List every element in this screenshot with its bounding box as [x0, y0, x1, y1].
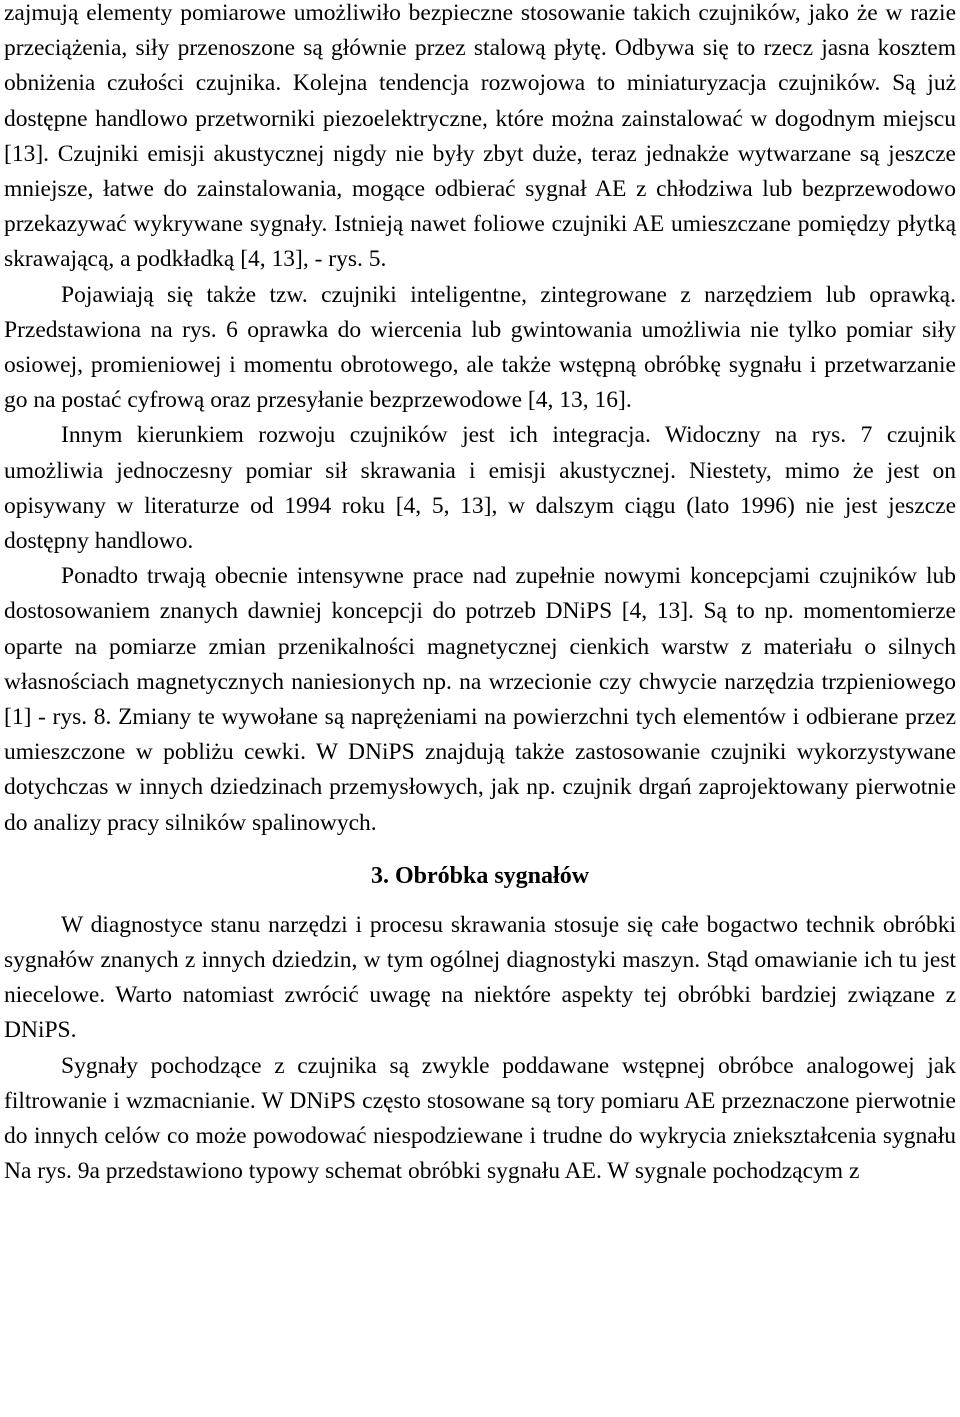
section-heading: 3. Obróbka sygnałów — [370, 862, 590, 889]
paragraph-sensor-miniaturization: zajmują elementy pomiarowe umożliwiło bezpieczne stosowanie takich czujników, jako że w razie przeciążenia, siły przenoszone są głównie przez stalową płytę. Odbywa się to rzecz jasna kosztem obniżenia czułości czujnika. Kolejna tendencja rozwojowa to miniaturyzacja czujników. Są już dostępne handlowo przetworniki piezoelektryczne, które można zainstalować w dogodnym miejscu [13]. Czujniki emisji akustycznej nigdy nie były zbyt duże, teraz jednakże wytwarzane są jeszcze mniejsze, łatwe do zainstalowania, mogące odbierać sygnał AE z chłodziwa lub bezprzewodowo przekazywać wykrywane sygnały. Istnieją nawet foliowe czujniki AE umieszczane pomiędzy płytką skrawającą, a podkładką [4, 13], - rys. 5. — [4, 0, 956, 273]
paragraph-analog-preprocessing: Sygnały pochodzące z czujnika są zwykle poddawane wstępnej obróbce analogowej jak filtrowanie i wzmacnianie. W DNiPS często stosowane są tory pomiaru AE przeznaczone pierwotnie do innych celów co może powodować niespodziewane i trudne do wykrycia zniekształcenia sygnału Na rys. 9a przedstawiono typowy schemat obróbki sygnału AE. W sygnale pochodzącym z — [4, 1052, 956, 1185]
paragraph-new-concepts: Ponadto trwają obecnie intensywne prace nad zupełnie nowymi koncepcjami czujników lub dostosowaniem znanych dawniej koncepcji do potrzeb DNiPS [4, 13]. Są to np. momentomierze oparte na pomiarze zmian przenikalności magnetycznej cienkich warstw z materiału o silnych własnościach magnetycznych naniesionych np. na wrzecionie czy chwycie narzędzia trzpieniowego [1] - rys. 8. Zmiany te wywołane są naprężeniami na powierzchni tych elementów i odbierane przez umieszczone w pobliżu cewki. W DNiPS znajdują także zastosowanie czujniki wykorzystywane dotychczas w innych dziedzinach przemysłowych, jak np. czujnik drgań zaprojektowany pierwotnie do analizy pracy silników spalinowych. — [4, 563, 956, 836]
paragraph-sensor-integration: Innym kierunkiem rozwoju czujników jest ich integracja. Widoczny na rys. 7 czujnik umożliwia jednoczesny pomiar sił skrawania i emisji akustycznej. Niestety, mimo że jest on opisywany w literaturze od 1994 roku [4, 5, 13], w dalszym ciągu (lato 1996) nie jest jeszcze dostępny handlowo. — [4, 422, 956, 555]
paragraph-signal-processing-intro: W diagnostyce stanu narzędzi i procesu skrawania stosuje się całe bogactwo technik obróbki sygnałów znanych z innych dziedzin, w tym ogólnej diagnostyki maszyn. Stąd omawianie ich tu jest niecelowe. Warto natomiast zwrócić uwagę na niektóre aspekty tej obróbki bardziej związane z DNiPS. — [4, 911, 956, 1044]
paragraph-smart-sensors: Pojawiają się także tzw. czujniki inteligentne, zintegrowane z narzędziem lub oprawką. Przedstawiona na rys. 6 oprawka do wiercenia lub gwintowania umożliwia nie tylko pomiar siły osiowej, promieniowej i momentu obrotowego, ale także wstępną obróbkę sygnału i przetwarzanie go na postać cyfrową oraz przesyłanie bezprzewodowe [4, 13, 16]. — [4, 281, 956, 414]
